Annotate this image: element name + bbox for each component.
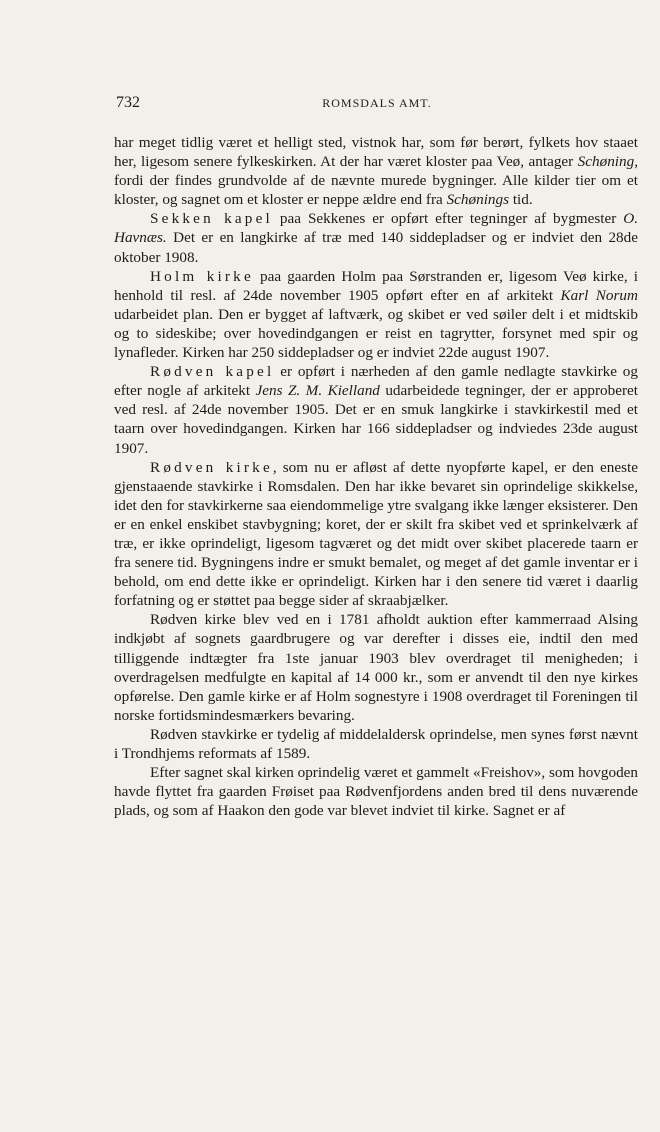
italic-name: O. Havnæs. xyxy=(114,210,638,247)
paragraph xyxy=(114,267,638,362)
paragraph xyxy=(114,763,638,820)
running-title: ROMSDALS AMT. xyxy=(322,96,432,110)
italic-name: Schønings xyxy=(446,191,510,209)
paragraph xyxy=(114,458,638,611)
spaced-heading: Sekken kapel xyxy=(150,210,273,228)
text-run: er opført i nærheden af den gamle nedlagte stavkirke og efter nogle af arkitekt xyxy=(114,363,638,400)
paragraph xyxy=(114,725,638,763)
paragraph xyxy=(114,362,638,457)
text-run: , som nu er afløst af dette nyopførte kapel, er den eneste gjenstaaende stavkirke i Romsdalen. Den har ikke bevaret sin oprindelige skikkelse, idet den for stavkirkerne saa eiendommelige ytre svalgang ikke længer eksisterer. Den er en enkel enskibet stavbygning; koret, der er skilt fra skibet ved et sprinkelværk af træ, er ikke oprindeligt, ligesom tagværet og det midt over skibet placerede taarn er fra senere tid. Bygningens indre er smukt bemalet, og meget af det gamle inventar er i behold, om end dette ikke er oprindeligt. Kirken har i den senere tid været i daarlig forfatning og er støttet paa begge sider af skraabjælker. xyxy=(114,458,638,610)
spaced-heading: Holm kirke xyxy=(150,267,254,285)
text-run: udarbeidet plan. Den er bygget af laftværk, og skibet er ved søiler delt i et midtskib og to sideskibe; over hovedindgangen er reist en tagrytter, forsynet med spir og lynafleder. Kirken har 250 siddepladser og er indviet 22de august 1907. xyxy=(114,305,638,362)
text-run: Rødven kirke blev ved en i 1781 afholdt auktion efter kammerraad Alsing indkjøbt af sognets gaardbrugere og var derefter i disses eie, indtil den med tilliggende indtægter fra 1ste januar 1903 blev overdraget til menigheden; i overdragelsen medfulgte en kapital af 14 000 kr., som er anvendt til den nye kirkes opførelse. Den gamle kirke er af Holm sognestyre i 1908 overdraget til Foreningen til norske fortidsmindesmærkers bevaring. xyxy=(114,611,638,724)
text-run: Efter sagnet skal kirken oprindelig været et gammelt «Freishov», som hovgoden havde flyttet fra gaarden Frøiset paa Rødvenfjordens anden bred til dens nuværende plads, og som af Haakon den gode var blevet indviet til kirke. Sagnet er af xyxy=(114,764,639,820)
spaced-heading: Rødven kapel xyxy=(150,363,275,381)
body-text xyxy=(114,133,638,820)
page-header xyxy=(116,94,638,114)
paragraph xyxy=(114,209,638,266)
page-number: 732 xyxy=(116,94,140,111)
italic-name: Karl Norum xyxy=(560,286,638,304)
paragraph xyxy=(114,610,638,725)
text-run: paa Sekkenes er opført efter tegninger af bygmester xyxy=(272,210,624,228)
text-run: , fordi der findes grundvolde af de nævnte murede bygninger. Alle kilder tier om et kloster, og sagnet om et kloster er neppe ældre end fra xyxy=(114,153,638,209)
text-run: paa gaarden Holm paa Sørstranden er, ligesom Veø kirke, i henhold til resl. af 24de november 1905 opført efter en af arkitekt xyxy=(114,267,639,304)
text-run: har meget tidlig været et helligt sted, vistnok har, som før berørt, fylkets hov staaet her, ligesom senere fylkeskirken. At der har været kloster paa Veø, antager xyxy=(114,134,638,171)
text-run: Rødven stavkirke er tydelig af middelaldersk oprindelse, men synes først nævnt i Trondhjems reformats af 1589. xyxy=(114,725,638,762)
text-run: Det er en langkirke af træ med 140 siddepladser og er indviet den 28de oktober 1908. xyxy=(114,229,638,266)
italic-name: Jens Z. M. Kielland xyxy=(255,382,380,400)
paragraph xyxy=(114,133,638,209)
spaced-heading: Rødven kirke xyxy=(150,458,273,476)
text-run: tid. xyxy=(509,191,533,209)
text-run: udarbeidede tegninger, der er approberet ved resl. af 24de november 1905. Det er en smuk langkirke i stavkirkestil med et taarn over hovedindgangen. Kirken har 166 siddepladser og indviedes 23de august 1907. xyxy=(114,382,639,457)
italic-name: Schøning xyxy=(577,153,635,171)
